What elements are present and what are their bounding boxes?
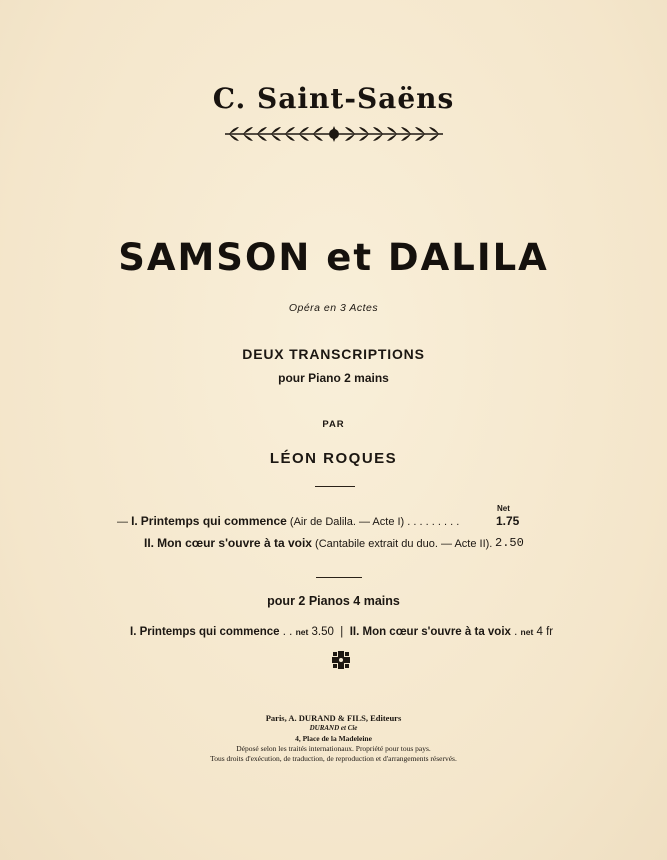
rights-line: Tous droits d'exécution, de traduction, de reproduction et d'arrangements réservés. [210, 754, 457, 763]
net-label: net [520, 627, 534, 637]
instrument-line: pour Piano 2 mains [278, 371, 389, 385]
duo-piece-number: I. [130, 626, 137, 638]
piece-price: 1.75 [496, 514, 520, 528]
arranger-name: LÉON ROQUES [269, 450, 398, 467]
piece-price: 2.50 [495, 536, 524, 550]
duo-heading: pour 2 Pianos 4 mains [267, 594, 400, 608]
opera-title: SAMSON et DALILA [118, 236, 549, 279]
publisher-line: DURAND et Cie [309, 724, 358, 732]
piece-title: Printemps qui commence [140, 514, 287, 528]
piece-row-2 [144, 536, 524, 550]
duo-piece-number: II. [349, 626, 360, 638]
opera-subtitle: Opéra en 3 Actes [288, 302, 379, 314]
dot-leader: . . [282, 626, 293, 638]
publisher-address: 4, Place de la Madeleine [295, 734, 372, 743]
net-label: net [295, 627, 309, 637]
publisher-mark-icon [332, 651, 350, 674]
piece-number: II. [144, 536, 155, 550]
laurel-ornament-icon [0, 124, 667, 144]
copyright-line: Déposé selon les traités internationaux. Propriété pour tous pays. [236, 744, 431, 753]
by-label: PAR [322, 419, 345, 430]
dot-leader: . . . . . . . . . [407, 516, 460, 528]
divider-rule [316, 577, 362, 578]
transcriptions-heading: DEUX TRANSCRIPTIONS [242, 346, 425, 362]
piece-row-1 [117, 514, 520, 528]
price-header: Net [497, 504, 510, 513]
publisher-line: Paris, A. DURAND & FILS, Editeurs [265, 713, 402, 723]
piece-detail: (Air de Dalila. — Acte I) [289, 516, 405, 528]
duo-piece-price: 3.50 [311, 626, 334, 638]
separator: | [340, 626, 344, 638]
duo-pieces-row [130, 626, 553, 638]
piece-title: Mon cœur s'ouvre à ta voix [157, 536, 312, 550]
duo-piece-price: 4 fr [536, 626, 554, 638]
dot-leader: . [514, 626, 518, 638]
piece-detail: (Cantabile extrait du duo. — Acte II). [315, 538, 493, 550]
piece-lead-dash: — [117, 516, 128, 528]
divider-rule [315, 486, 355, 487]
duo-piece-title: Printemps qui commence [139, 626, 280, 638]
composer-name: C. Saint-Saëns [212, 82, 455, 115]
duo-piece-title: Mon cœur s'ouvre à ta voix [362, 626, 511, 638]
piece-number: I. [131, 514, 138, 528]
